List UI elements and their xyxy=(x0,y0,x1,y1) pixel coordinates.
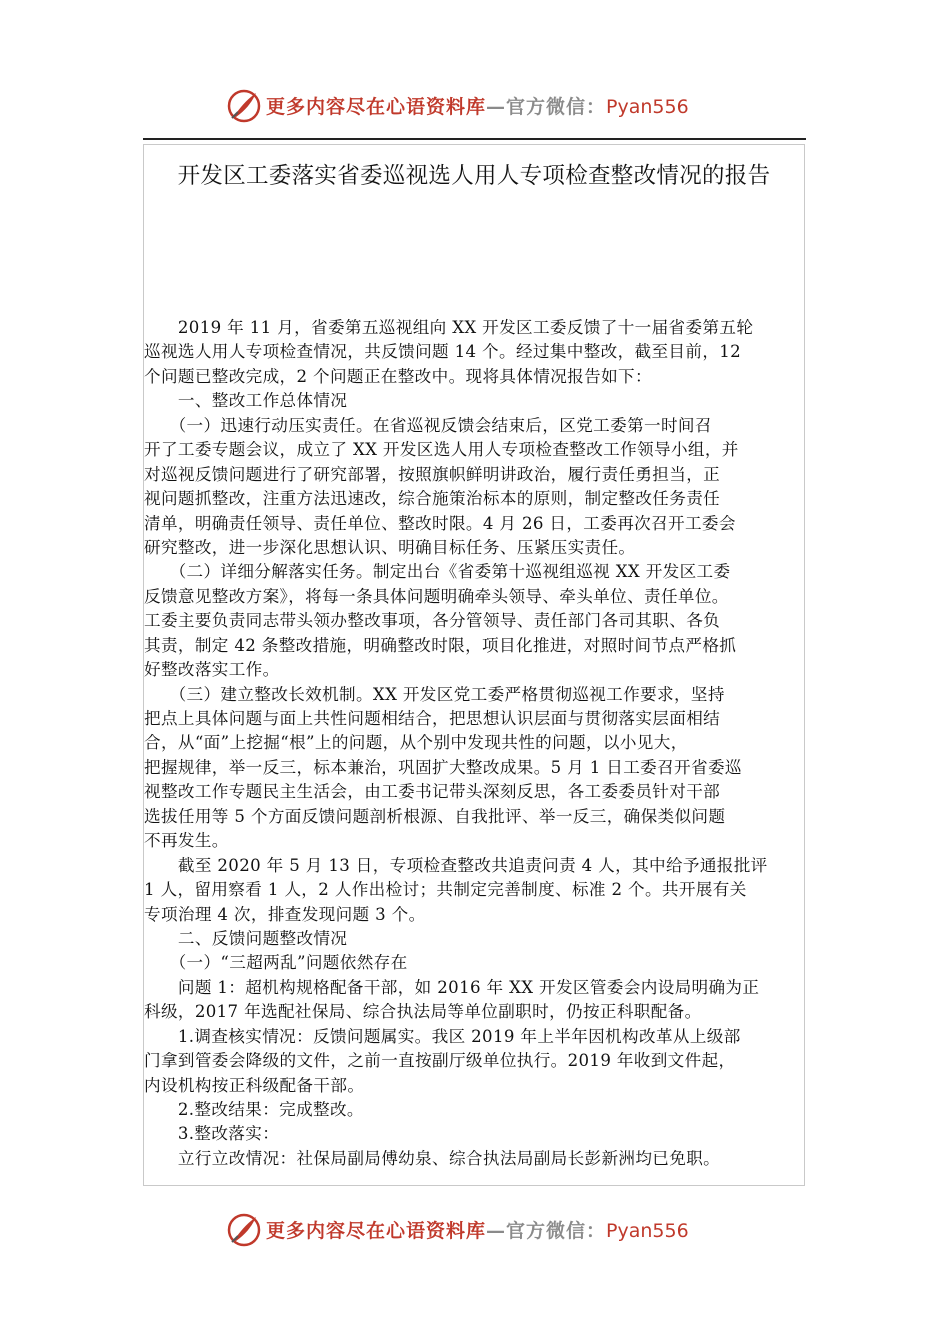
body-line: 好整改落实工作。 xyxy=(144,660,280,680)
body-line: 2.整改结果：完成整改。 xyxy=(144,1100,364,1119)
body-line: 把握规律，举一反三，标本兼治，巩固扩大整改成果。5 月 1 日工委召开省委巡 xyxy=(144,757,742,777)
body-line: 合，从“面”上挖掘“根”上的问题，从个别中发现共性的问题，以小见大， xyxy=(144,733,688,753)
body-line: 研究整改，进一步深化思想认识、明确目标任务、压紧压实责任。 xyxy=(144,537,636,557)
body-line: 二、反馈问题整改情况 xyxy=(144,928,348,948)
body-line: 问题 1：超机构规格配备干部，如 2016 年 XX 开发区管委会内设局明确为正 xyxy=(144,977,760,997)
body-line: （一）“三超两乱”问题依然存在 xyxy=(144,953,408,973)
body-line: 开了工委专题会议，成立了 XX 开发区选人用人专项检查整改工作领导小组，并 xyxy=(144,440,739,460)
body-line: 内设机构按正科级配备干部。 xyxy=(144,1075,365,1095)
footer-banner xyxy=(0,1210,950,1250)
banner-site-name: 更多内容尽在心语资料库 xyxy=(266,96,487,118)
body-line: （二）详细分解落实任务。制定出台《省委第十巡视组巡视 XX 开发区工委 xyxy=(144,562,731,582)
body-line: 3.整改落实： xyxy=(144,1124,280,1144)
quill-pen-logo-icon xyxy=(226,1212,262,1248)
document-title: 开发区工委落实省委巡视选人用人专项检查整改情况的报告 xyxy=(177,163,771,189)
body-line: 视问题抓整改，注重方法迅速改，综合施策治标本的原则，制定整改任务责任 xyxy=(144,489,721,509)
banner-wechat-label: —官方微信： xyxy=(486,1220,607,1242)
body-line: 截至 2020 年 5 月 13 日，专项检查整改共追责问责 4 人，其中给予通报批评 xyxy=(144,855,768,875)
body-line: 门拿到管委会降级的文件，之前一直按副厅级单位执行。2019 年收到文件起， xyxy=(144,1051,736,1071)
body-line: 选拔任用等 5 个方面反馈问题剖析根源、自我批评、举一反三，确保类似问题 xyxy=(144,806,726,826)
body-line: 工委主要负责同志带头领办整改事项，各分管领导、责任部门各司其职、各负 xyxy=(144,611,721,631)
body-line: （三）建立整改长效机制。XX 开发区党工委严格贯彻巡视工作要求，坚持 xyxy=(144,684,725,704)
body-line: 其责，制定 42 条整改措施，明确整改时限，项目化推进，对照时间节点严格抓 xyxy=(144,635,737,655)
body-line: 不再发生。 xyxy=(144,831,229,851)
body-line: 专项治理 4 次，排查发现问题 3 个。 xyxy=(144,904,426,924)
header-banner xyxy=(0,86,950,126)
banner-wechat-label: —官方微信： xyxy=(486,96,607,118)
body-line: 把点上具体问题与面上共性问题相结合，把思想认识层面与贯彻落实层面相结 xyxy=(144,709,721,728)
banner-wechat-id: Pyan556 xyxy=(606,1220,689,1242)
body-line: 一、整改工作总体情况 xyxy=(144,391,348,411)
body-line: 2019 年 11 月，省委第五巡视组向 XX 开发区工委反馈了十一届省委第五轮 xyxy=(144,318,754,337)
banner-wechat-id: Pyan556 xyxy=(606,96,689,118)
banner-site-name: 更多内容尽在心语资料库 xyxy=(266,1220,487,1242)
body-line: 1.调查核实情况：反馈问题属实。我区 2019 年上半年因机构改革从上级部 xyxy=(144,1026,741,1046)
banner-text xyxy=(266,92,689,119)
body-line: 清单，明确责任领导、责任单位、整改时限。4 月 26 日，工委再次召开工委会 xyxy=(144,513,736,533)
body-line: （一）迅速行动压实责任。在省巡视反馈会结束后，区党工委第一时间召 xyxy=(144,415,712,435)
header-rule xyxy=(143,138,806,140)
body-line: 科级，2017 年选配社保局、综合执法局等单位副职时，仍按正科职配备。 xyxy=(144,1002,702,1022)
banner-text xyxy=(266,1216,689,1243)
body-line: 巡视选人用人专项检查情况，共反馈问题 14 个。经过集中整改，截至目前，12 xyxy=(144,342,742,362)
quill-pen-logo-icon xyxy=(226,88,262,124)
body-line: 视整改工作专题民主生活会，由工委书记带头深刻反思，各工委委员针对干部 xyxy=(144,782,721,802)
body-line: 个问题已整改完成，2 个问题正在整改中。现将具体情况报告如下： xyxy=(144,366,652,386)
body-line: 1 人，留用察看 1 人，2 人作出检讨；共制定完善制度、标准 2 个。共开展有关 xyxy=(144,880,747,900)
body-line: 立行立改情况：社保局副局傅幼泉、综合执法局副局长彭新洲均已免职。 xyxy=(144,1148,721,1168)
document-body xyxy=(144,316,806,1171)
body-line: 反馈意见整改方案》，将每一条具体问题明确牵头领导、牵头单位、责任单位。 xyxy=(144,586,729,606)
body-line: 对巡视反馈问题进行了研究部署，按照旗帜鲜明讲政治，履行责任勇担当，正 xyxy=(144,464,721,484)
